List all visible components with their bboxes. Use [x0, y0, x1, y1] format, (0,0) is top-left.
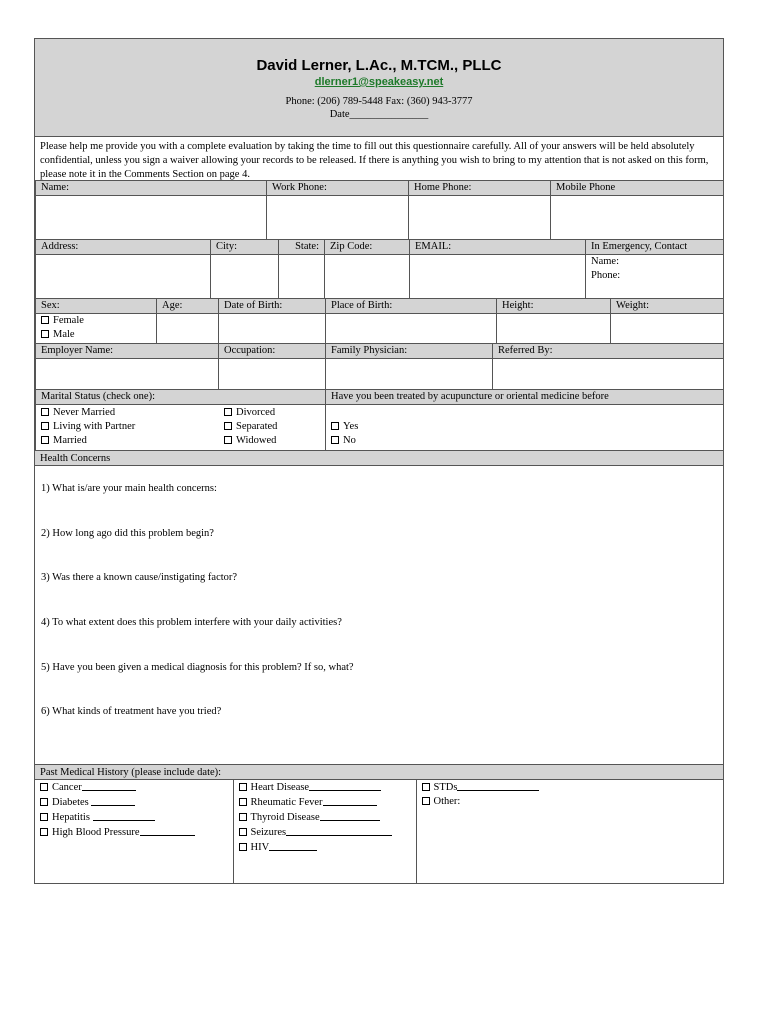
work-phone-field[interactable] — [267, 196, 409, 240]
checkbox-icon[interactable] — [41, 408, 49, 416]
address-table — [35, 239, 724, 299]
checkbox-icon[interactable] — [239, 843, 247, 851]
question-5: 5) Have you been given a medical diagnosis for this problem? If so, what? — [41, 662, 354, 673]
never-married-option[interactable]: Never Married — [41, 406, 224, 420]
medical-history-table — [35, 779, 723, 883]
marital-label: Marital Status (check one): — [36, 390, 326, 405]
checkbox-icon[interactable] — [40, 798, 48, 806]
referred-field[interactable] — [493, 359, 724, 390]
demographics-table — [35, 298, 724, 344]
weight-field[interactable] — [611, 314, 724, 344]
checkbox-icon[interactable] — [239, 828, 247, 836]
marital-options — [36, 405, 326, 451]
dob-field[interactable] — [219, 314, 326, 344]
state-label: State: — [279, 240, 325, 255]
question-6: 6) What kinds of treatment have you tried? — [41, 706, 222, 717]
form-header — [35, 39, 723, 137]
occupation-field[interactable] — [219, 359, 326, 390]
name-field[interactable] — [36, 196, 267, 240]
checkbox-icon[interactable] — [331, 436, 339, 444]
married-option[interactable]: Married — [41, 434, 224, 448]
contact-table — [35, 180, 724, 240]
hiv-option[interactable]: HIV — [239, 840, 411, 855]
occupation-label: Occupation: — [219, 344, 326, 359]
checkbox-icon[interactable] — [422, 783, 430, 791]
email-label: EMAIL: — [410, 240, 586, 255]
question-1: 1) What is/are your main health concerns: — [41, 483, 217, 494]
history-col-2 — [233, 780, 416, 883]
practice-phone: Phone: (206) 789-5448 Fax: (360) 943-3777 — [285, 96, 473, 107]
checkbox-icon[interactable] — [41, 422, 49, 430]
sex-options — [36, 314, 157, 344]
sex-label: Sex: — [36, 299, 157, 314]
mobile-phone-label: Mobile Phone — [551, 181, 724, 196]
diabetes-option[interactable]: Diabetes — [40, 795, 228, 810]
emergency-label: In Emergency, Contact — [586, 240, 724, 255]
widowed-option[interactable]: Widowed — [224, 434, 277, 448]
no-option[interactable]: No — [331, 434, 718, 448]
address-label: Address: — [36, 240, 211, 255]
male-option[interactable]: Male — [41, 328, 151, 342]
checkbox-icon[interactable] — [422, 797, 430, 805]
acupuncture-question: Have you been treated by acupuncture or oriental medicine before — [326, 390, 724, 405]
practice-email-link[interactable]: dlerner1@speakeasy.net — [314, 76, 444, 88]
practice-name: David Lerner, L.Ac., M.TCM., PLLC — [256, 57, 502, 74]
checkbox-icon[interactable] — [41, 330, 49, 338]
heart-disease-option[interactable]: Heart Disease — [239, 780, 411, 795]
physician-field[interactable] — [326, 359, 493, 390]
checkbox-icon[interactable] — [224, 408, 232, 416]
seizures-option[interactable]: Seizures — [239, 825, 411, 840]
pob-label: Place of Birth: — [326, 299, 497, 314]
zip-label: Zip Code: — [325, 240, 410, 255]
checkbox-icon[interactable] — [224, 422, 232, 430]
history-col-1 — [35, 780, 233, 883]
checkbox-icon[interactable] — [41, 316, 49, 324]
checkbox-icon[interactable] — [40, 783, 48, 791]
female-option[interactable]: Female — [41, 314, 151, 328]
pob-field[interactable] — [326, 314, 497, 344]
divorced-option[interactable]: Divorced — [224, 406, 277, 420]
employer-label: Employer Name: — [36, 344, 219, 359]
age-field[interactable] — [157, 314, 219, 344]
city-label: City: — [211, 240, 279, 255]
history-col-3 — [416, 780, 723, 883]
checkbox-icon[interactable] — [331, 422, 339, 430]
living-with-partner-option[interactable]: Living with Partner — [41, 420, 224, 434]
mobile-phone-field[interactable] — [551, 196, 724, 240]
zip-field[interactable] — [325, 255, 410, 299]
height-field[interactable] — [497, 314, 611, 344]
hepatitis-option[interactable]: Hepatitis — [40, 810, 228, 825]
weight-label: Weight: — [611, 299, 724, 314]
health-questions — [35, 466, 723, 764]
referred-label: Referred By: — [493, 344, 724, 359]
separated-option[interactable]: Separated — [224, 420, 277, 434]
marital-table — [35, 389, 724, 451]
home-phone-label: Home Phone: — [409, 181, 551, 196]
acupuncture-options — [326, 405, 724, 451]
employer-field[interactable] — [36, 359, 219, 390]
medical-history-title: Past Medical History (please include date): — [35, 764, 723, 780]
name-label: Name: — [36, 181, 267, 196]
question-4: 4) To what extent does this problem interfere with your daily activities? — [41, 617, 342, 628]
question-2: 2) How long ago did this problem begin? — [41, 528, 214, 539]
dob-label: Date of Birth: — [219, 299, 326, 314]
high-blood-pressure-option[interactable]: High Blood Pressure — [40, 825, 228, 840]
work-phone-label: Work Phone: — [267, 181, 409, 196]
physician-label: Family Physician: — [326, 344, 493, 359]
email-field[interactable] — [410, 255, 586, 299]
health-concerns-title: Health Concerns — [35, 450, 723, 466]
intro-text: Please help me provide you with a complete evaluation by taking the time to fill out this questionnaire carefully. All of your answers will be held absolutely confidential, unless you sign a waiver allowing your records to be released. If there is anything you wish to bring to my attention that is not asked on this form, please note it in the Comments Section on page 4. — [40, 141, 709, 180]
state-field[interactable] — [279, 255, 325, 299]
age-label: Age: — [157, 299, 219, 314]
yes-option[interactable]: Yes — [331, 420, 718, 434]
emergency-name-label: Name: — [591, 256, 619, 267]
question-3: 3) Was there a known cause/instigating factor? — [41, 572, 238, 583]
stds-option[interactable]: STDs — [422, 780, 719, 795]
other-option[interactable]: Other: — [422, 795, 719, 809]
address-field[interactable] — [36, 255, 211, 299]
checkbox-icon[interactable] — [41, 436, 49, 444]
intake-form — [34, 38, 724, 884]
emergency-contact-field[interactable] — [586, 255, 724, 299]
rheumatic-fever-option[interactable]: Rheumatic Fever — [239, 795, 411, 810]
emergency-phone-label: Phone: — [591, 270, 621, 281]
checkbox-icon[interactable] — [239, 798, 247, 806]
checkbox-icon[interactable] — [40, 813, 48, 821]
home-phone-field[interactable] — [409, 196, 551, 240]
checkbox-icon[interactable] — [40, 828, 48, 836]
checkbox-icon[interactable] — [239, 813, 247, 821]
thyroid-disease-option[interactable]: Thyroid Disease — [239, 810, 411, 825]
height-label: Height: — [497, 299, 611, 314]
city-field[interactable] — [211, 255, 279, 299]
cancer-option[interactable]: Cancer — [40, 780, 228, 795]
employment-table — [35, 343, 724, 390]
checkbox-icon[interactable] — [239, 783, 247, 791]
date-field[interactable]: Date_______________ — [329, 109, 429, 120]
checkbox-icon[interactable] — [224, 436, 232, 444]
